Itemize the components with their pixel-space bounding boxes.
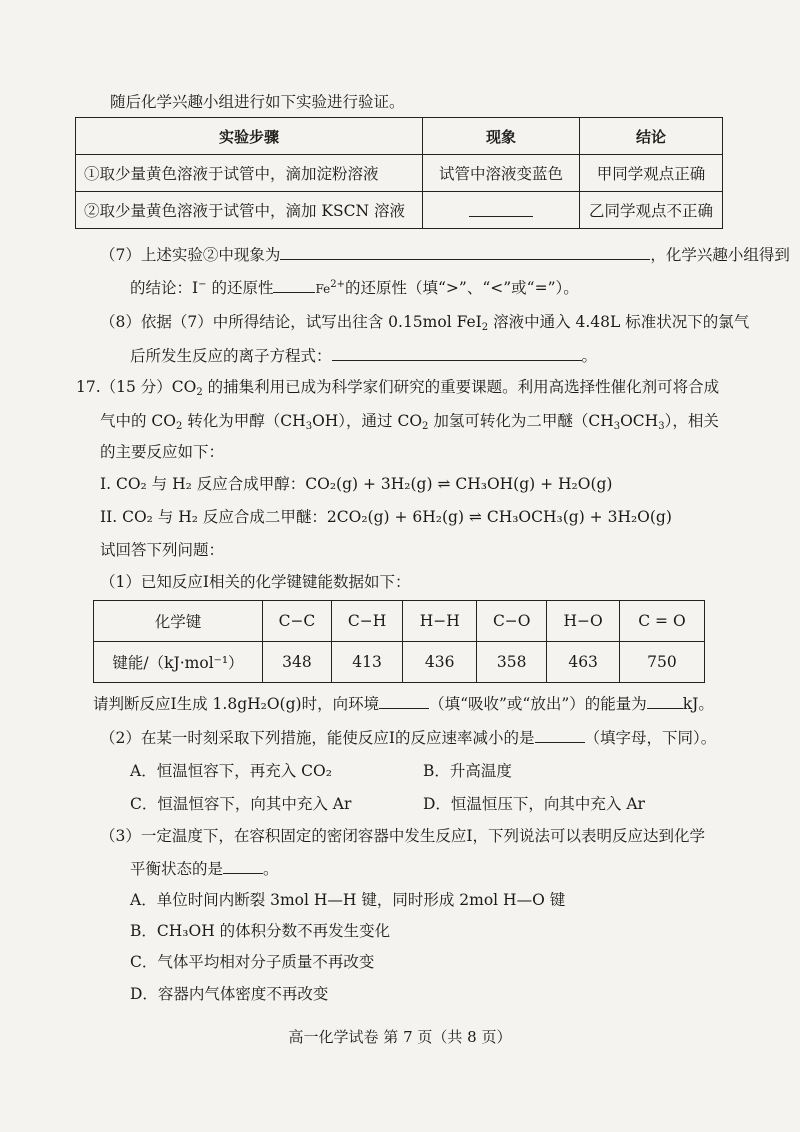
q17-text: OCH <box>620 412 659 430</box>
superscript: − <box>198 279 207 290</box>
cell: C−H <box>331 601 402 642</box>
reaction-2: II. CO₂ 与 H₂ 反应合成二甲醚：2CO₂(g) + 6H₂(g) ⇌ CH₃OCH₃(g) + 3H₂O(g) <box>100 508 672 526</box>
q7-text-d: 的还原性 <box>206 279 274 297</box>
q3-text-end: 。 <box>263 860 279 878</box>
conclusion-cell: 甲同学观点正确 <box>580 155 723 192</box>
q17-text: OH），通过 CO <box>312 412 423 430</box>
q3-option-b: B．CH₃OH 的体积分数不再发生变化 <box>130 922 391 940</box>
phenomenon-cell: 试管中溶液变蓝色 <box>423 155 580 192</box>
cell: 413 <box>331 642 402 683</box>
answer-blank[interactable] <box>223 857 263 874</box>
q1-text-b: （填“吸收”或“放出”）的能量为 <box>429 695 647 713</box>
table-row <box>76 192 723 229</box>
cell: C−C <box>263 601 332 642</box>
q3-option-c: C．气体平均相对分子质量不再改变 <box>130 953 375 971</box>
superscript: 2+ <box>330 279 345 290</box>
step-cell: ①取少量黄色溶液于试管中，滴加淀粉溶液 <box>76 155 423 192</box>
q3-stem2 <box>130 857 279 880</box>
table-row <box>76 155 723 192</box>
bond-energy-table <box>93 600 705 683</box>
q1-answer-line <box>93 692 714 715</box>
q17-text: ），相关 <box>664 412 719 430</box>
q17-text: 气中的 CO <box>100 412 176 430</box>
q8-text-d: 。 <box>581 347 598 365</box>
q1-stem: （1）已知反应I相关的化学键键能数据如下： <box>100 573 411 591</box>
q8-text: （8）依据（7）中所得结论，试写出往含 0.15mol FeI <box>100 313 482 331</box>
q7-text-c: 的结论：I <box>130 279 199 297</box>
q7-line1 <box>100 243 790 266</box>
answer-blank[interactable] <box>273 276 315 293</box>
q2-option-b: B．升高温度 <box>423 762 512 780</box>
answer-blank[interactable] <box>280 243 650 260</box>
q2-text-tail: （填字母，下同）。 <box>584 729 717 747</box>
cell: 750 <box>619 642 704 683</box>
cell: H−H <box>403 601 477 642</box>
q7-line2 <box>130 276 579 300</box>
q17-text: 转化为甲醇（CH <box>182 412 306 430</box>
q17-text-b: 的捕集利用已成为科学家们研究的重要课题。利用高选择性催化剂可将合成 <box>202 378 720 396</box>
page-footer: 高一化学试卷 第 7 页（共 8 页） <box>288 1028 512 1046</box>
q8-text-c: 后所发生反应的离子方程式： <box>130 347 332 365</box>
q8-text-b: 溶液中通入 4.48L 标准状况下的氯气 <box>488 313 750 331</box>
q2-stem <box>100 726 716 749</box>
subscript: 2 <box>481 322 489 333</box>
table-header-row <box>76 118 723 155</box>
cell-label: 键能/（kJ·mol⁻¹） <box>94 642 263 683</box>
q7-text-b: ，化学兴趣小组得到 <box>650 246 790 264</box>
header-conclusion: 结论 <box>580 118 723 155</box>
cell: C−O <box>477 601 547 642</box>
q2-option-c: C．恒温恒容下，向其中充入 Ar <box>130 795 352 813</box>
header-phenomenon: 现象 <box>423 118 580 155</box>
answer-blank[interactable] <box>469 200 533 217</box>
answer-blank[interactable] <box>332 344 582 361</box>
q7-text-f: 的还原性（填“>”、“<”或“=”）。 <box>344 279 579 297</box>
q8-line2 <box>130 344 597 367</box>
cell: C = O <box>619 601 704 642</box>
table-row <box>94 642 705 683</box>
conclusion-cell: 乙同学观点不正确 <box>580 192 723 229</box>
q2-text: （2）在某一时刻采取下列措施，能使反应I的反应速率减小的是 <box>100 729 535 747</box>
q2-option-a: A．恒温恒容下，再充入 CO₂ <box>130 762 332 780</box>
intro-text: 随后化学兴趣小组进行如下实验进行验证。 <box>110 93 405 111</box>
cell: 348 <box>263 642 332 683</box>
q1-text-c: kJ。 <box>682 695 714 713</box>
q2-option-d: D．恒温恒压下，向其中充入 Ar <box>423 795 645 813</box>
reaction-1: I. CO₂ 与 H₂ 反应合成甲醇：CO₂(g) + 3H₂(g) ⇌ CH₃OH(g) + H₂O(g) <box>100 475 613 493</box>
q7-text: （7）上述实验②中现象为 <box>100 246 281 264</box>
q3-text: 平衡状态的是 <box>130 860 224 878</box>
step-cell: ②取少量黄色溶液于试管中，滴加 KSCN 溶液 <box>76 192 423 229</box>
table-row <box>94 601 705 642</box>
q17-text: 17.（15 分）CO <box>76 378 197 396</box>
q17-line2: 气中的 $CO_2$ 转化为甲醇$(CH_3OH)$，通过 $CO_2$ 加氢可转化为二甲醚$(CH_3OCH_3)$，相关 <box>100 412 719 432</box>
cell: 436 <box>403 642 477 683</box>
ask-text: 试回答下列问题： <box>100 541 225 559</box>
q8-line1 <box>100 311 749 333</box>
cell: 358 <box>477 642 547 683</box>
experiment-table <box>75 117 723 229</box>
phenomenon-blank-cell <box>423 192 580 229</box>
q17-text: 加氢可转化为二甲醚（CH <box>428 412 614 430</box>
cell: H−O <box>547 601 620 642</box>
answer-blank[interactable] <box>535 726 585 743</box>
cell: 463 <box>547 642 620 683</box>
q17-line3: 的主要反应如下： <box>100 443 225 461</box>
ion-label: Fe <box>315 282 331 296</box>
cell-label: 化学键 <box>94 601 263 642</box>
q17-line1: 17.（15 分）$CO_2$ 的捕集利用已成为科学家们研究的重要课题。利用高选择性催化剂可将合成 <box>76 378 720 398</box>
q3-stem: （3）一定温度下，在容积固定的密闭容器中发生反应I，下列说法可以表明反应达到化学 <box>100 827 705 845</box>
answer-blank[interactable] <box>379 692 429 709</box>
answer-blank[interactable] <box>647 692 683 709</box>
header-steps: 实验步骤 <box>76 118 423 155</box>
q3-option-d: D．容器内气体密度不再改变 <box>130 985 329 1003</box>
q1-text: 请判断反应I生成 1.8gH₂O(g)时，向环境 <box>93 695 380 713</box>
q3-option-a: A．单位时间内断裂 3mol H—H 键，同时形成 2mol H—O 键 <box>130 891 566 909</box>
